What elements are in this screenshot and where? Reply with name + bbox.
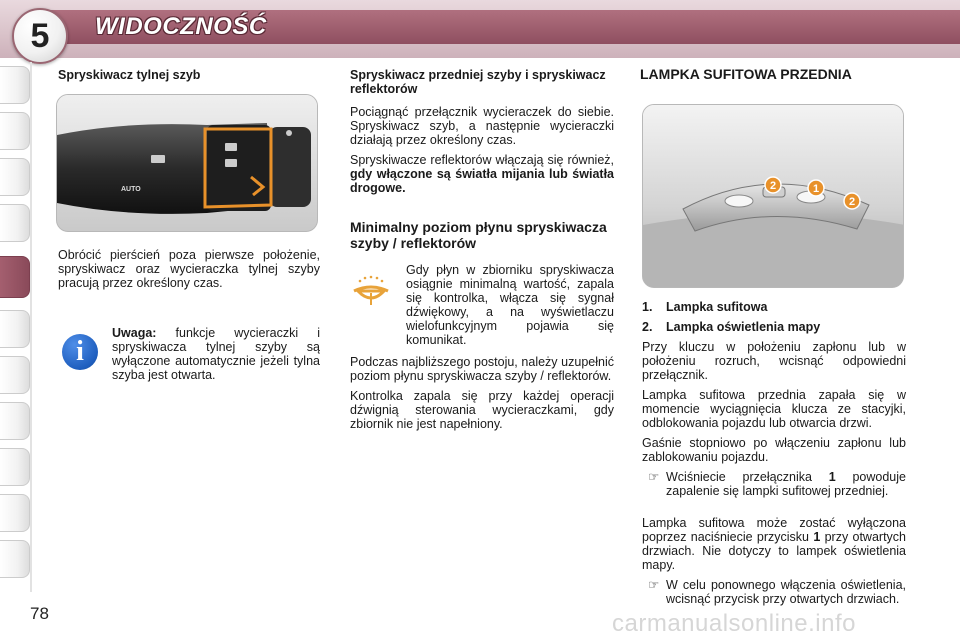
ceiling-lamp-illustration (643, 105, 904, 288)
lamp-p3: Gaśnie stopniowo po włączeniu zapłonu lub zablokowaniu pojazdu. (642, 436, 906, 464)
lamp-legend-list (642, 300, 906, 334)
note-label: Uwaga: (112, 326, 157, 340)
chapter-tab-5-active[interactable] (0, 256, 30, 298)
chapter-tab-6[interactable] (0, 310, 30, 348)
list-item-number: 1. (642, 300, 653, 314)
rear-washer-text (58, 248, 320, 290)
lamp-p4-start: Lampka sufitowa może zostać wyłączona poprzez naciśniecie przycisku (642, 516, 906, 544)
column-front-washer (350, 68, 614, 431)
page-number: 78 (30, 604, 49, 623)
list-item-label: Lampka oświetlenia mapy (666, 320, 821, 334)
column-ceiling-lamp (640, 66, 906, 82)
lamp-label-1: 1 (812, 183, 820, 195)
note-text (112, 326, 320, 382)
chapter-number: 5 (30, 16, 50, 55)
wiper-stalk-illustration (57, 95, 318, 232)
front-washer-p2 (350, 153, 614, 195)
lamp-label-2-left: 2 (769, 180, 777, 192)
washer-fluid-warning-icon (350, 275, 392, 309)
chapter-tab-2[interactable] (0, 112, 30, 150)
note-block (112, 326, 320, 382)
list-item-label: Lampka sufitowa (666, 300, 768, 314)
lamp-bullet-1-text (666, 470, 906, 498)
chapter-tab-3[interactable] (0, 158, 30, 196)
stalk-photo (56, 94, 318, 232)
warning-block (350, 263, 614, 347)
list-item (642, 300, 906, 314)
lamp-bullet-1 (642, 470, 906, 498)
warning-text: Gdy płyn w zbiorniku spryskiwacza osiągnie minimalną wartość, zapala się kontrolka, włącza się sygnał dźwiękowy, a na wyświetlaczu wielofunkcyjnym pojawia się komunikat. (406, 263, 614, 347)
side-rule (30, 62, 32, 592)
pointer-icon: ☞ (648, 578, 660, 592)
lamp-p4 (642, 516, 906, 572)
pointer-icon: ☞ (648, 470, 660, 484)
chapter-tab-9[interactable] (0, 448, 30, 486)
note-body: funkcje wycieraczki i spryskiwacza tylnej szyby są wyłączone automatycznie jeżeli tylna szyba jest otwarta. (112, 326, 320, 382)
info-icon: i (62, 334, 98, 370)
list-item-number: 2. (642, 320, 653, 334)
list-item (642, 320, 906, 334)
lamp-p4-end: przy otwartych drzwiach. Nie dotyczy to lampek oświetlenia mapy. (642, 530, 906, 572)
front-washer-p3: Podczas najbliższego postoju, należy uzupełnić poziom płynu spryskiwacza szyby / reflektorów. (350, 355, 614, 383)
lamp-bullet-1-bold: 1 (828, 470, 836, 484)
chapter-tab-4[interactable] (0, 204, 30, 242)
front-washer-p1: Pociągnąć przełącznik wycieraczek do siebie. Spryskiwacz szyb, a następnie wycieraczki działają przez określony czas. (350, 105, 614, 147)
chapter-tab-11[interactable] (0, 540, 30, 578)
lamp-label-2-right: 2 (848, 196, 856, 208)
front-washer-p4: Kontrolka zapala się przy każdej operacji dźwignią sterowania wycieraczkami, gdy zbiornik nie jest napełniony. (350, 389, 614, 431)
chapter-title: WIDOCZNOŚĆ (95, 13, 267, 40)
front-washer-p2-start: Spryskiwacze reflektorów włączają się również, (350, 153, 614, 167)
lamp-bullet-1-end: powoduje zapalenie się lampki sufitowej przedniej. (666, 470, 906, 498)
section-heading-front-washer: Spryskiwacz przedniej szyby i spryskiwacz reflektorów (350, 68, 606, 96)
chapter-badge (12, 8, 68, 64)
section-heading-rear-washer: Spryskiwacz tylnej szyb (58, 68, 201, 82)
lamp-bullet-1-start: Wciśniecie przełącznika (666, 470, 829, 484)
rear-washer-paragraph: Obrócić pierścień poza pierwsze położenie, spryskiwacz oraz wycieraczka tylnej szyby pracują przez określony czas. (58, 248, 320, 290)
section-heading-ceiling-lamp: LAMPKA SUFITOWA PRZEDNIA (640, 66, 852, 82)
lamp-p4-bold: 1 (813, 530, 821, 544)
lamp-bullet-2 (642, 578, 906, 606)
front-washer-p2-bold: gdy włączone są światła mijania lub światła drogowe. (350, 167, 614, 195)
warning-icon-wrap (350, 263, 406, 347)
column-rear-washer (58, 68, 320, 82)
chapter-tab-10[interactable] (0, 494, 30, 532)
stalk-label-auto: AUTO (121, 186, 141, 193)
chapter-tab-8[interactable] (0, 402, 30, 440)
lamp-p1: Przy kluczu w położeniu zapłonu lub w położeniu rozruch, wcisnąć odpowiedni przełącznik. (642, 340, 906, 382)
lamp-bullet-2-text: W celu ponownego włączenia oświetlenia, wcisnąć przycisk przy otwartych drzwiach. (666, 578, 906, 606)
chapter-tab-1[interactable] (0, 66, 30, 104)
watermark: carmanualsonline.info (612, 610, 856, 637)
ceiling-lamp-text (642, 300, 906, 606)
section-heading-min-level: Minimalny poziom płynu spryskiwacza szyby / reflektorów (350, 219, 607, 251)
ceiling-lamp-photo (642, 104, 904, 288)
chapter-tab-7[interactable] (0, 356, 30, 394)
lamp-p2: Lampka sufitowa przednia zapała się w momencie wyciągnięcia klucza ze stacyjki, odblokowania pojazdu lub otwarcia drzwi. (642, 388, 906, 430)
